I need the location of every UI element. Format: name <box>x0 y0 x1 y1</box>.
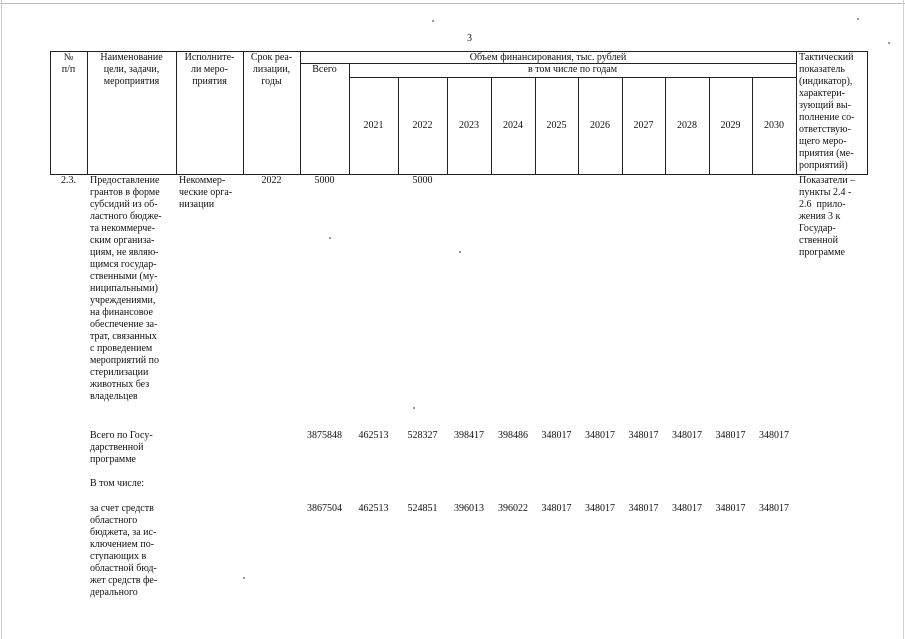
header-num: № п/п <box>61 52 76 75</box>
page-number: 3 <box>467 33 472 44</box>
row-executor: Некоммер- ческие орга- низации <box>179 175 233 210</box>
header-term: Срок реа- лизации, годы <box>250 52 293 87</box>
row-year-value: 348017 <box>628 503 659 514</box>
header-executor: Исполните- ли меро- приятия <box>184 52 235 87</box>
scan-edge-left <box>1 0 2 639</box>
header-column-rule <box>796 51 797 174</box>
scan-speck <box>329 237 331 239</box>
row-year-value: 462513 <box>358 430 389 441</box>
row-year-value: 348017 <box>715 503 746 514</box>
row-year-value: 348017 <box>672 430 702 441</box>
scan-speck <box>459 251 461 253</box>
row-year-value: 348017 <box>585 430 615 441</box>
header-year: 2027 <box>633 120 654 131</box>
row-year-value: 348017 <box>759 503 789 514</box>
header-year: 2022 <box>412 120 433 131</box>
row-year-value: 398417 <box>454 430 484 441</box>
header-year: 2028 <box>677 120 697 131</box>
header-name: Наименование цели, задачи, мероприятия <box>100 52 163 87</box>
scan-speck <box>432 20 434 22</box>
row-year-value: 348017 <box>759 430 789 441</box>
row-num: 2.3. <box>61 175 76 186</box>
scan-speck <box>857 18 859 20</box>
scan-edge-right <box>903 0 904 639</box>
row-year-value: 348017 <box>715 430 746 441</box>
row-indicator: Показатели – пункты 2.4 - 2.6 прило- жения 3 к Государ- ственной программе <box>799 175 856 258</box>
header-funding: Объем финансирования, тыс. рублей <box>469 52 627 63</box>
header-year: 2026 <box>590 120 610 131</box>
row-year-value: 348017 <box>585 503 615 514</box>
row-total: 3875848 <box>307 430 342 441</box>
row-term: 2022 <box>261 175 282 186</box>
header-by-years: в том числе по годам <box>527 64 618 75</box>
header-total: Всего <box>312 64 337 75</box>
row-year-value: 524851 <box>407 503 438 514</box>
scan-speck <box>243 577 245 579</box>
header-year: 2029 <box>720 120 741 131</box>
row-year-value: 396013 <box>454 503 484 514</box>
row-total: 3867504 <box>307 503 342 514</box>
row-name: за счет средств областного бюджета, за ис- ключением по- ступающих в областной бюд- жет средств фе- дерального <box>90 503 158 598</box>
row-year-value: 348017 <box>672 503 702 514</box>
row-name: В том числе: <box>90 478 145 489</box>
scan-speck <box>413 407 415 409</box>
header-years-rule <box>349 77 797 78</box>
header-indicator: Тактический показатель (индикатор), характери- зующий вы- полнение со- ответствую- щего меро- приятия (ме- роприятий) <box>799 52 855 171</box>
row-year-value: 462513 <box>358 503 389 514</box>
header-year: 2023 <box>459 120 479 131</box>
header-year: 2021 <box>363 120 384 131</box>
row-name: Предоставление грантов в форме субсидий из об- ластного бюдже- та некоммерче- ским организа- циям, не являю- щимся государ- ственными (му- ниципальными) учреждениями, на финансовое обеспечение за- трат, связанных с проведением мероприятий по стерилизации животных без владельцев <box>90 175 162 402</box>
row-total: 5000 <box>314 175 335 186</box>
row-year-value: 348017 <box>541 503 572 514</box>
row-year-value: 348017 <box>628 430 659 441</box>
row-year-value: 348017 <box>541 430 572 441</box>
row-year-value: 5000 <box>412 175 433 186</box>
row-name: Всего по Госу- дарственной программе <box>90 430 153 465</box>
row-year-value: 528327 <box>407 430 438 441</box>
row-year-value: 396022 <box>498 503 528 514</box>
header-year: 2030 <box>764 120 784 131</box>
scan-speck <box>888 42 890 44</box>
scan-edge-top <box>0 3 905 4</box>
header-year: 2025 <box>546 120 567 131</box>
header-column-rule <box>349 63 350 174</box>
header-column-rule <box>867 51 868 174</box>
header-year: 2024 <box>503 120 523 131</box>
row-year-value: 398486 <box>498 430 528 441</box>
